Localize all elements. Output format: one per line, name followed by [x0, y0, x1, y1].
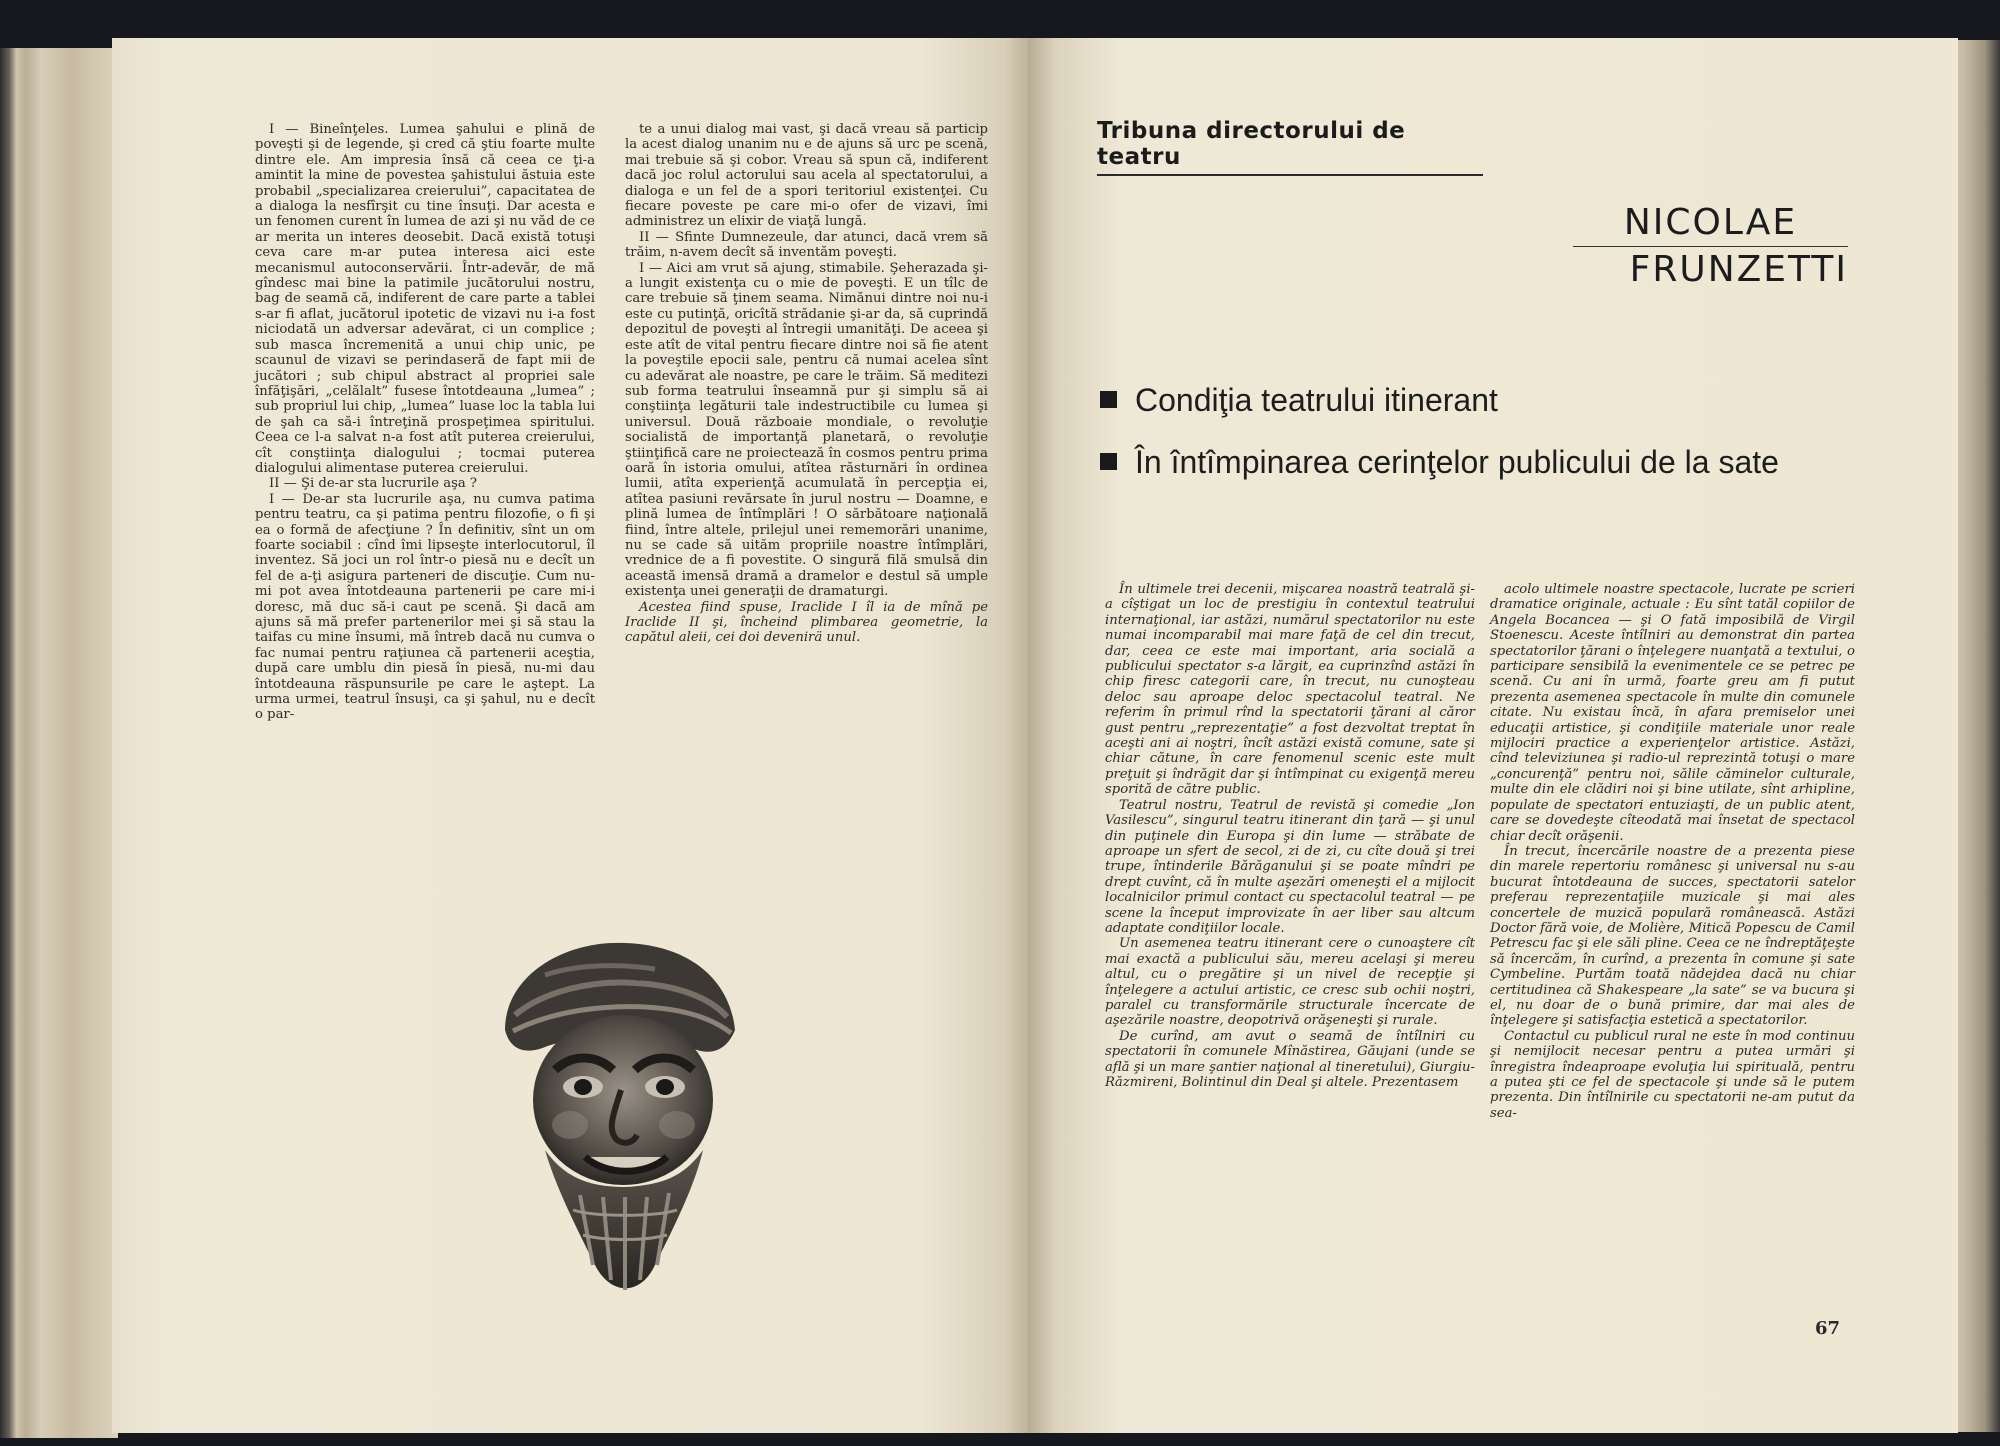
paragraph: II — Sfinte Dumnezeule, dar atunci, dacă vrem să trăim, n-avem decît să inventăm poveşti.: [625, 229, 988, 261]
paragraph: În trecut, încercările noastre de a prezenta piese din marele repertoriu românesc şi universal nu s-au bucurat întotdeauna de succes, spectatorii satelor preferau reprezentaţiile muzicale şi mai ales concertele de muzică populară românească. Astăzi Doctor fără voie, de Molière, Mitică Popescu de Camil Petrescu fac şi ele săli pline. Ceea ce ne îndreptăţeşte să încercăm, în curînd, a prezenta în comune şi sate Cymbeline. Purtăm toată nădejdea dacă nu chiar certitudinea că Shakespeare „la sate” se va bucura şi el, nu doar de o bună primire, dar mai ales de înţelegere şi satisfacţia estetică a spectatorilor.: [1490, 843, 1855, 1029]
left-page-column-1: [255, 122, 595, 723]
paragraph: I — Bineînţeles. Lumea şahului e plină de poveşti şi de legende, şi cred că ştiu foarte multe dintre ele. Am impresia însă că ceea ce ţi-a amintit la mine de povestea şahistului ăstuia este probabil „specializarea creierului”, capacitatea de a dialoga la nesfîrşit cu tine însuţi. Dar acesta e un fenomen curent în lumea de azi şi nu văd de ce ar merita un interes deosebit. Dacă există totuşi ceva care m-ar putea interesa aici este mecanismul autoconservării. Într-adevăr, de mă gîndesc mai bine la patimile jucătorului nostru, bag de seamă că, indiferent de care parte a tablei s-ar fi aflat, jucătorul ipotetic de vizavi nu i-a fost niciodată un adversar adevărat, ci un complice ; sub masca încremenită a unui chip unic, pe scaunul de vizavi se perindaseră de fapt mii de jucători ; sub chipul abstract al propriei sale înfăţişări, „celălalt” fusese întotdeauna „lumea” ; sub propriul lui chip, „lumea” luase loc la tabla lui de şah ca să-i întreţină prospeţimea spiritului. Ceea ce l-a salvat n-a fost atît puterea creierului, cît conştiinţa dialogului ; tocmai puterea dialogului alimentase puterea creierului.: [255, 122, 595, 476]
paragraph-stage-direction: Acestea fiind spuse, Iraclide I îl ia de mînă pe Iraclide II şi, încheind plimbarea geometrie, la capătul aleii, cei doi devenirä unul.: [625, 599, 988, 646]
paragraph: Contactul cu publicul rural ne este în mod continuu şi nemijlocit necesar pentru a putea urmări şi înregistra îndeaproape evoluţia lui spirituală, pentru a putea şti ce fel de spectacole şi unde să le putem prezenta. Din întîlnirile cu spectatorii ne-am putut da sea-: [1490, 1028, 1855, 1121]
article-heading-1: [1100, 382, 1498, 419]
heading-text: În întîmpinarea cerinţelor publicului de la sate: [1135, 444, 1779, 480]
page-number: 67: [1815, 1318, 1841, 1339]
right-page-column-1: [1105, 582, 1475, 1090]
paragraph: Teatrul nostru, Teatrul de revistă şi comedie „Ion Vasilescu”, singurul teatru itinerant din ţară — şi unul din puţinele din Europa şi din lume — străbate de aproape un sfert de secol, zi de zi, cu cîte două şi trei trupe, întinderile Bărăganului şi se poate mîndri pe drept cuvînt, că în multe aşezări omeneşti el a mijlocit localnicilor primul contact cu spectacolul teatral — pe scene la început improvizate în aer liber sau altcum adaptate condiţiilor locale.: [1105, 797, 1475, 936]
left-page-column-2: [625, 122, 988, 646]
paragraph: I — De-ar sta lucrurile aşa, nu cumva patima pentru teatru, ca şi patima pentru filozofie, o fi şi ea o formă de afecţiune ? În definitiv, sînt un om foarte sociabil : cînd îmi lipseşte interlocutorul, îl inventez. Să joci un rol într-o piesă nu e decît un fel de a-ţi asigura parteneri de discuţie. Cum nu-mi pot avea întotdeauna partenerii pe care mi-i doresc, mă duc să-i caut pe scenă. Şi dacă am ajuns să mă prefer partenerilor mei şi să stau la taifas cu mine însumi, mă întreb dacă nu cumva o fac numai pentru raţiunea că partenerii aceştia, după care umblu din piesă în piesă, nu-mi dau întotdeauna răspunsurile pe care le aştept. La urma urmei, teatrul însuşi, ca şi şahul, nu e decît o par-: [255, 491, 595, 723]
article-heading-2: [1100, 444, 1779, 481]
paragraph: În ultimele trei decenii, mişcarea noastră teatrală şi-a cîştigat un loc de prestigiu în contextul teatrului internaţional, iar astăzi, numărul spectatorilor nu este numai incomparabil mai mare faţă de cel din trecut, dar, ceea ce este mai important, aria socială a publicului spectator s-a lărgit, ea cuprinzînd astăzi în chip firesc categorii care, în trecut, nu cunoşteau deloc sau aproape deloc spectacolul teatral. Ne referim în primul rînd la spectatorii ţărani al căror gust pentru „reprezentaţie” a fost dezvoltat treptat în aceşti ani ai noştri, încît astăzi există comune, sate şi chiar cătune, în care fenomenul scenic este mult preţuit şi îndrăgit dar şi întîmpinat cu exigenţă mereu sporită de către public.: [1105, 582, 1475, 798]
heading-text: Condiţia teatrului itinerant: [1135, 382, 1498, 418]
paragraph: acolo ultimele noastre spectacole, lucrate pe scrieri dramatice originale, actuale : Eu sînt tatăl copiilor de Angela Bocancea — şi O fată imposibilă de Virgil Stoenescu. Aceste întîlniri au demonstrat din partea spectatorilor ţărani o înţelegere nuanţată a textului, o participare sensibilă la evenimentele ce se petrec pe scenă. Cu ani în urmă, foarte greu am fi putut prezenta asemenea spectacole în multe din comunele citate. Nu existau încă, în afara premiselor unei educaţii artistice, şi condiţiile materiale unor reale mijlociri practice a experienţelor artistice. Astăzi, cînd televiziunea şi radio-ul reprezintă totuşi o mare „concurenţă” pentru noi, sălile căminelor culturale, multe din ele clădiri noi şi bine utilate, sînt arhipline, populate de spectatori entuziaşti, de un public atent, care se dovedeşte cîteodată mai însetat de spectacol chiar decît orăşenii.: [1490, 582, 1855, 844]
paragraph: I — Aici am vrut să ajung, stimabile. Şeherazada şi-a lungit existenţa cu o mie de poveşti. E un tîlc de care trebuie să ţinem seama. Nimănui dintre noi nu-i este cu putinţă, oricîtă strădanie şi-ar da, să cuprindă depozitul de poveşti al întregii umanităţi. De aceea şi este atît de vital pentru fiecare dintre noi să fie atent la poveştile epocii sale, pentru că numai acelea sînt cu adevărat ale noastre, pe care le trăim. Să meditezi sub forma teatrului înseamnă pur şi simplu să ai conştiinţa legăturii tale indestructibile cu lumea şi universul. Două războaie mondiale, o revoluţie socialistă de importanţă planetară, o revoluţie ştiinţifică care ne proiectează în cosmos pentru prima oară în istoria omului, atîtea răsturnări în ordinea lumii, atîta experienţă acumulată în percepţia ei, atîtea pasiuni revărsate în jurul nostru — Doamne, e plină lumea de întîmplări ! O sărbătoare naţională fiind, între altele, prilejul unei rememorări unanime, nu se cade să uităm propriile noastre întîmplări, vrednice de a fi povestite. O singură filă smulsă din această imensă dramă a dramelor e destul să umple existenţa unei generaţii de dramaturgi.: [625, 260, 988, 600]
rubric-title: Tribuna directorului de teatru: [1097, 118, 1483, 176]
paragraph: De curînd, am avut o seamă de întîlniri cu spectatorii în comunele Mînăstirea, Găujani (unde se află şi un mare şantier naţional al tineretului), Giurgiu-Răzmireni, Bolintinul din Deal şi altele. Prezentasem: [1105, 1028, 1475, 1090]
ancient-mask-illustration: [485, 935, 750, 1315]
paragraph: II — Şi de-ar sta lucrurile aşa ?: [269, 476, 477, 492]
paragraph: Un asemenea teatru itinerant cere o cunoaştere cît mai exactă a publicului său, mereu acelaşi şi mereu altul, cu o pregătire şi un nivel de recepţie şi înţelegere a actului artistic, ce cresc sub ochii noştri, paralel cu transformările structurale încercate de aşezările noastre, deopotrivă orăşeneşti şi rurale.: [1105, 936, 1475, 1029]
black-square-icon: [1100, 453, 1117, 470]
author-last-name: FRUNZETTI: [1629, 249, 1848, 290]
author-first-name: NICOLAE: [1623, 202, 1798, 243]
black-square-icon: [1100, 391, 1117, 408]
book-page-stack-left: [0, 48, 118, 1438]
mask-sculpture-image: [485, 935, 750, 1315]
right-page-column-2: [1490, 582, 1855, 1121]
paragraph: te a unui dialog mai vast, şi dacă vreau să particip la acest dialog unanim nu e de ajuns să urc pe scenă, mai trebuie să şi cobor. Vreau să spun că, indiferent dacă joc rolul actorului sau acela al spectatorului, a dialoga e un fel de a spori teritoriul existenţei. Cu fiecare poveste pe care mi-o ofer de vizavi, îmi administrez un elixir de viaţă lungă.: [625, 122, 988, 230]
author-name: [1573, 200, 1848, 293]
